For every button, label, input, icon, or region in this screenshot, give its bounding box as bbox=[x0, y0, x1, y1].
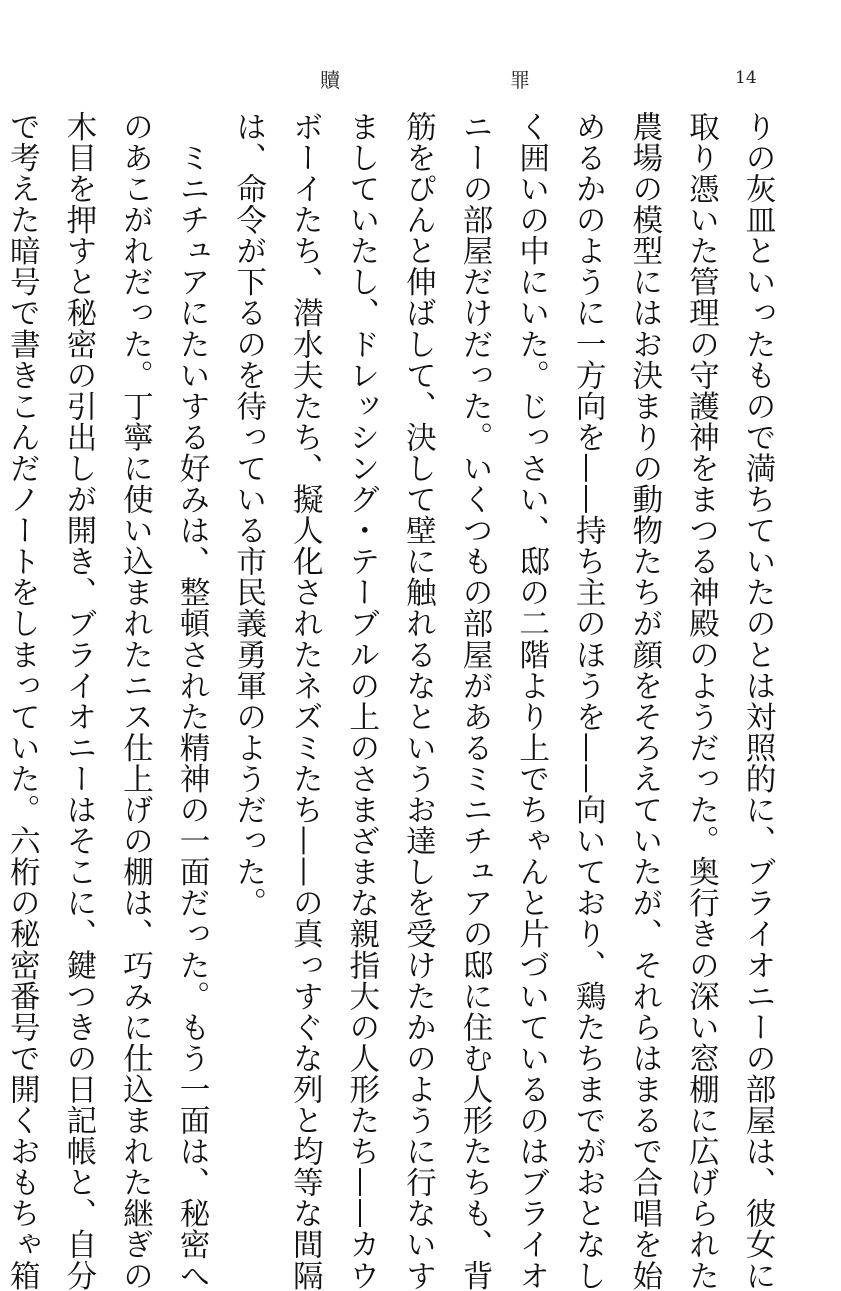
body-text bbox=[4, 111, 785, 1291]
running-title-char-2: 罪 bbox=[510, 68, 530, 92]
text-line: ミニチュアにたいする好みは、整頓された精神の一面だった。もう一面は、秘密へ bbox=[174, 111, 210, 1291]
text-line: りの灰皿といったもので満ちていたのとは対照的に、ブライオニーの部屋は、彼女に bbox=[740, 111, 775, 1291]
text-line: ましていたし、ドレッシング・テーブルの上のさまざまな親指大の人形たち——カウ bbox=[343, 111, 379, 1291]
text-line: 木目を押すと秘密の引出しが開き、ブライオニーはそこに、鍵つきの日記帳と、自分 bbox=[60, 111, 96, 1291]
text-line: で考えた暗号で書きこんだノートをしまっていた。六桁の秘密番号で開くおもちゃ箱 bbox=[4, 111, 40, 1291]
text-line: めるかのように一方向を——持ち主のほうを——向いており、鶏たちまでがおとなし bbox=[570, 111, 606, 1291]
text-line: ボーイたち、潜水夫たち、擬人化されたネズミたち——の真っすぐな列と均等な間隔 bbox=[287, 111, 323, 1291]
running-title-char-1: 贖 bbox=[320, 68, 340, 92]
running-title bbox=[320, 64, 530, 93]
page-number: 14 bbox=[735, 68, 757, 88]
text-line: 取り憑いた管理の守護神をまつる神殿のようだった。奥行きの深い窓棚に広げられた bbox=[683, 111, 719, 1291]
text-line: 筋をぴんと伸ばして、決して壁に触れるなというお達しを受けたかのように行ないす bbox=[400, 111, 436, 1291]
text-line: く囲いの中にいた。じっさい、邸の二階より上でちゃんと片づいているのはブライオ bbox=[513, 111, 549, 1291]
text-line: のあこがれだった。丁寧に使い込まれたニス仕上げの棚は、巧みに仕込まれた継ぎの bbox=[117, 111, 153, 1291]
text-line: は、命令が下るのを待っている市民義勇軍のようだった。 bbox=[230, 111, 266, 919]
text-line: 農場の模型にはお決まりの動物たちが顔をそろえていたが、それらはまるで合唱を始 bbox=[626, 111, 662, 1291]
text-line: ニーの部屋だけだった。いくつもの部屋があるミニチュアの邸に住む人形たちも、背 bbox=[457, 111, 493, 1291]
